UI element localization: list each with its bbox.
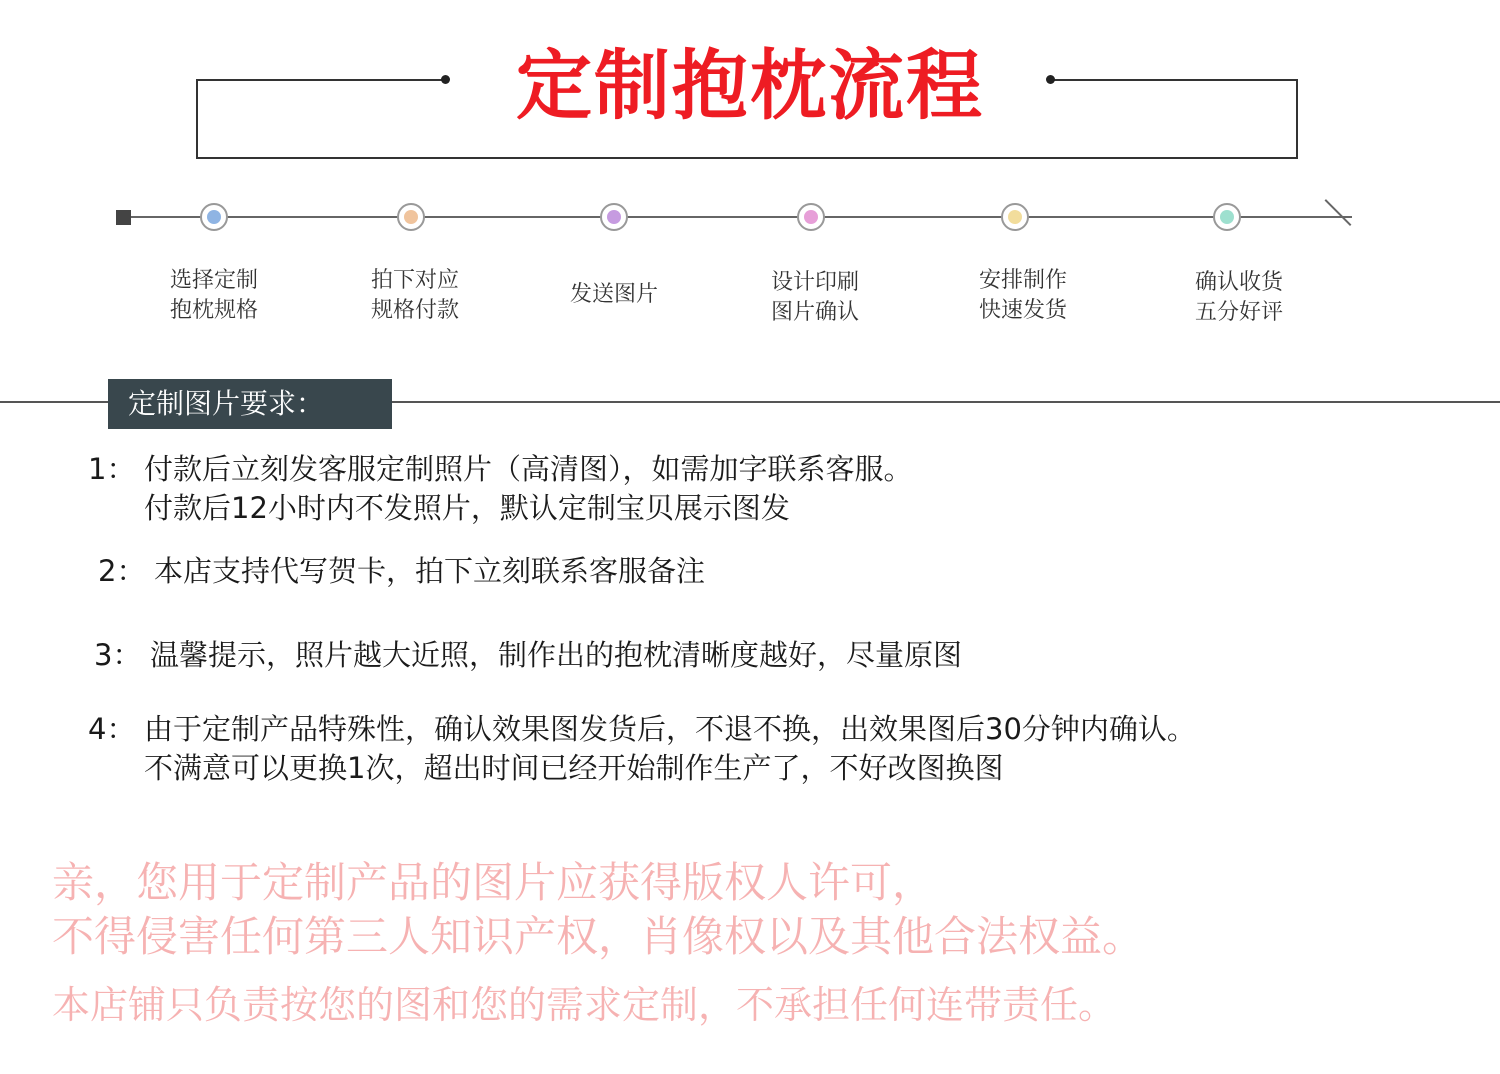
requirement-item-4: [88, 710, 1196, 788]
step-node-3: [600, 203, 628, 231]
requirements-title: 定制图片要求：: [108, 379, 392, 429]
requirement-text: 由于定制产品特殊性，确认效果图发货后，不退不换，出效果图后30分钟内确认。 不满意可以更换1次，超出时间已经开始制作生产了，不好改图换图: [144, 712, 1196, 785]
copyright-notice: 亲，您用于定制产品的图片应获得版权人许可， 不得侵害任何第三人知识产权，肖像权以及其他合法权益。: [52, 858, 1145, 961]
title-dot-left: [441, 75, 450, 84]
liability-notice: 本店铺只负责按您的图和您的需求定制，不承担任何连带责任。: [52, 983, 1117, 1027]
requirement-text: 温馨提示，照片越大近照，制作出的抱枕清晰度越好，尽量原图: [150, 638, 963, 672]
step-node-4: [797, 203, 825, 231]
requirement-number: 1：: [88, 452, 136, 486]
title-frame-line-right: [1050, 79, 1298, 81]
requirement-item-2: [98, 552, 705, 591]
step-dot-2: [404, 210, 418, 224]
timeline-start-marker: [116, 210, 131, 225]
step-dot-4: [804, 210, 818, 224]
step-dot-1: [207, 210, 221, 224]
step-label-5: 安排制作 快速发货: [978, 268, 1067, 323]
timeline-end-tick: [1325, 199, 1352, 226]
step-label-3: 发送图片: [569, 282, 658, 307]
requirement-item-3: [94, 636, 962, 675]
requirement-number: 3：: [94, 638, 142, 672]
step-node-1: [200, 203, 228, 231]
title-frame-line-left: [196, 79, 446, 81]
page-title: 定制抱枕流程: [516, 41, 984, 130]
requirement-number: 4：: [88, 712, 136, 746]
step-node-6: [1213, 203, 1241, 231]
step-dot-6: [1220, 210, 1234, 224]
step-node-2: [397, 203, 425, 231]
requirement-item-1: [88, 450, 913, 528]
step-label-6: 确认收货 五分好评: [1194, 270, 1283, 325]
step-label-4: 设计印刷 图片确认: [770, 270, 859, 325]
requirement-number: 2：: [98, 554, 146, 588]
step-dot-5: [1008, 210, 1022, 224]
step-label-1: 选择定制 抱枕规格: [169, 268, 258, 323]
step-node-5: [1001, 203, 1029, 231]
timeline-line: [120, 216, 1352, 218]
requirement-text: 付款后立刻发客服定制照片（高清图），如需加字联系客服。 付款后12小时内不发照片，默认定制宝贝展示图发: [144, 452, 913, 525]
step-dot-3: [607, 210, 621, 224]
requirement-text: 本店支持代写贺卡，拍下立刻联系客服备注: [154, 554, 706, 588]
step-label-2: 拍下对应 规格付款: [370, 268, 459, 323]
